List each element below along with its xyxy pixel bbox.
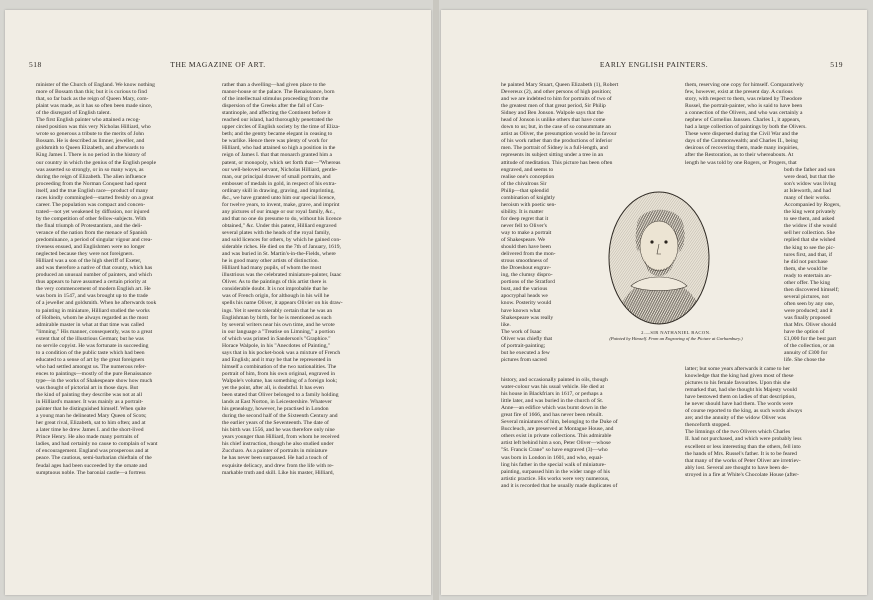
text-line: are; and the annuity of the widow Oliver was [685,415,786,422]
text-line: goldsmith to Queen Elizabeth, and afterwards to [36,145,145,152]
text-line: was finally proposed [784,314,831,321]
text-line: his birth was 1556, and he was therefore only nine [222,427,335,434]
text-line: himself a combination of the two nationalities. The [222,363,337,370]
text-line: Several miniatures of him, belonging to the Duke of [501,419,618,426]
right-page [441,10,867,595]
text-line: minister of the Church of England. We know nothing [36,82,155,88]
text-line: and it is recorded that he usually made duplicates of [501,482,618,489]
text-line: son's widow was living [784,181,837,188]
text-line: the king went privately [784,209,836,216]
text-line: years younger than Hilliard, from whom he received [222,434,340,441]
text-line: several plates with the heads of the royal family, [222,229,331,236]
text-line: painting, surpassed him in the wider range of his [501,468,610,475]
text-line: yet the point, after all, is doubtful. It has even [222,385,324,392]
text-line: during the reign of Elizabeth. The alien influence [36,173,147,180]
text-line: her great rival, Elizabeth, sat to him often; and at [36,420,146,427]
text-line: to see them, and asked [784,216,835,223]
text-line: realise one's conception [501,173,555,180]
text-line: King James I. There is no period in the history of [36,152,147,159]
text-line: proceeding from the Norman Conquest had spent [36,180,147,187]
text-line: in our language a "Treatise on Limning," a portion [222,328,335,335]
text-line: of which was printed in Sanderson's "Graphice." [222,335,331,342]
text-line: a young man he delineated Mary Queen of Scots; [36,413,147,420]
text-line: the greatest men of that great period, Sir Philip [501,103,606,110]
text-line: the hands of Mrs. Russel's father. It is to be feared [685,450,797,457]
text-line: any pictures of our image or our royal family, &c., [222,208,336,215]
text-line: know. Posterity would [501,300,552,307]
text-line: Bossam. He is described as limner, jeweller, and [36,138,145,145]
text-line: desirous of recovering them, made many inquiries, [685,145,799,152]
text-line: his house in Blackfriars in 1617, or perhaps a [501,391,603,398]
text-line: never fell to Oliver's [501,222,547,229]
text-line: sumptuous noble. The baronial castle—a fortress [36,469,146,476]
text-line: obtained," &c. Under this patent, Hilliard engraved [222,222,337,229]
text-line: that many of the works of Peter Oliver are irretriev- [685,457,801,464]
text-line: predominance, a period of singular vigour and crea- [36,237,153,244]
text-line: Buccleuch, are preserved at Montague House, and [501,426,614,433]
text-line: embosser of medals in gold, in respect of his extra- [222,180,337,187]
text-line: says that in his pocket-book was a mixture of French [222,349,341,356]
page-gutter [433,0,439,600]
text-line: a connection of the Olivers, and who was certainly a [685,110,803,117]
text-line: wrote so generous a tribute to the merits of John [36,131,144,138]
text-line: lands at East Norton, in Leicestershire. Whatever [222,399,332,406]
text-line: the widow if she would [784,223,837,230]
text-line: itself, and the true English race—product of many [36,187,149,194]
text-line: others exist in private collections. This admirable [501,433,612,440]
text-line: attitude of meditation. This picture has been often [501,159,613,166]
text-line: of the chivalrous Sir [501,180,547,187]
text-line: nephew of Cornelius Janssen. Charles I., it appears, [685,117,801,124]
text-line: peace. The cautious, semi-barbarian chieftain of the [36,455,152,462]
text-line: of a jeweller and goldsmith. When he afterwards took [36,300,157,307]
text-line: and we are indebted to him for portraits of two of [501,96,612,103]
text-line: £1,000 for the best part [784,336,837,343]
text-line: knowledge that the king had given most of these [685,373,794,380]
text-line: other offer. The king [784,279,831,286]
text-line: Hilliard had many pupils, of whom the most [222,265,322,272]
caption-title: 2.—SIR NATHANIEL BACON. [641,330,711,335]
text-line: combination of knightly [501,194,556,201]
text-line: type—in the works of Shakespeare show how much [36,377,153,384]
text-line: no servile copyist. He was fortunate in succeeding [36,342,149,349]
text-line: the final triumph of Protestantism, and the deli- [36,222,143,229]
text-line: markable truth and skill. Like his master, Hilliard, [222,469,334,476]
right-page-column-2-lower [685,366,865,479]
text-line: These were dispersed during the Civil War and the [685,131,799,138]
text-line: been stated that Oliver belonged to a family holding [222,392,339,399]
text-line: nised position was this very Nicholas Hilliard, who [36,124,151,131]
text-line: the very commencement of modern English art. He [36,286,151,293]
text-line: Oliver. As to the paintings of this artist there is [222,279,327,286]
text-line: men. The portrait of Sidney is a full-length, and [501,145,608,152]
text-line: should then have been [501,244,551,251]
text-line: verance of the nation from the menace of Spanish [36,229,148,236]
text-line: a later time he drew James I. and the short-lived [36,427,144,434]
text-line: considerable doubt. It is not improbable that he [222,286,328,293]
text-line: Englishman by birth, for he is mentioned as such [222,314,332,321]
text-line: feudal ages had been succeeded by the ornate and [36,462,148,469]
text-line: little later, and was buried in the church of St. [501,398,604,405]
text-line: them, reserving one copy for himself. Comparatively [685,82,804,88]
text-line: them, she would be [784,265,828,272]
text-line: he has never been surpassed. He had a touch of [222,455,328,462]
text-line: annuity of £300 for [784,350,828,357]
text-line: spells his name Oliver, it appears Olivier on his draw- [222,300,343,307]
text-line: was born in 1547, and was brought up to the trade [36,293,149,300]
text-line: Sidney and Ben Jonson. Walpole says that the [501,110,604,117]
text-line: portions of the Stratford [501,279,555,286]
text-line: ordinary skill in drawing, graving, and imprinting, [222,187,335,194]
text-line: at Isleworth, and had [784,188,831,195]
text-line: of the disregard of English talent. [36,110,111,117]
text-line: strous smoothness of [501,258,548,265]
text-line: of encouragement. England was prosperous and at [36,448,149,455]
text-line: Hilliard was a son of the high sheriff of Exeter, [36,258,142,265]
text-line: for deep regret that it [501,215,549,222]
left-page-column-2 [222,82,402,477]
text-line: was of French origin, for although in his will he [222,293,330,300]
text-line: days of the Commonwealth; and Charles II., being [685,138,798,145]
text-line: Devereux (2), and other persons of high position; [501,89,612,96]
text-line: the earlier years of the Seventeenth. The date of [222,420,329,427]
text-line: ably lost. Several are thought to have been de- [685,464,789,471]
text-line: story, with respect to them, was related by Theodore [685,96,802,103]
page-number: 519 [830,60,843,69]
text-line: pictures to his female favourites. Upon this she [685,380,791,387]
text-line: to painting in miniature, Hilliard studied the works [36,307,150,314]
text-line: reached our island, had thoroughly penetrated the [222,117,333,124]
text-line: head of Jonson is unlike others that have come [501,117,606,124]
text-line: artist as Oliver, the presumption would be in favour [501,131,617,138]
text-line: by several writers near his own time, and he wrote [222,321,335,328]
text-line: latter; but some years afterwards it came to her [685,366,790,372]
text-line: extent that of the illustrious German; but he was [36,335,144,342]
text-line: life. She chose the [784,357,826,364]
text-line: "limning." His manner, consequently, was to a great [36,328,153,335]
text-line: he never should have had them. The words were [685,401,794,408]
text-line: upper circles of English society by the time of Eliza- [222,124,340,131]
figure-caption [581,330,771,342]
text-line: heroism with poetic sen- [501,201,557,208]
text-line: of Holbein, whom he always regarded as the most [36,314,149,321]
text-line: by the competition of other fellow-subjects. With [36,215,147,222]
text-line: Anne—an edifice which was burnt down in the [501,405,607,412]
text-line: bust, and the various [501,286,548,293]
text-line: neglected because they were not foreigners. [36,251,134,258]
text-line: apocryphal heads we [501,293,548,300]
text-line: ladies, and had certainly no cause to complain of want [36,441,158,448]
text-line: excellent or less interesting than the others, fell into [685,443,801,450]
text-line: that Mrs. Oliver should [784,322,837,329]
text-line: Hilliard, who had attained so high a position in the [222,145,336,152]
text-line: sibility. It is matter [501,208,544,215]
text-line: painter that he distinguished himself. When quite [36,406,147,413]
text-line: Philip—that splendid [501,187,549,194]
text-line: produced an unusual number of painters, and which [36,272,152,279]
text-line: stroyed in a fire at White's Chocolate House (after- [685,471,799,478]
text-line: great fire of 1666, and has never been rebuilt. [501,412,603,419]
text-line: few, however, exist at the present day. A curious [685,89,793,96]
page-number: 518 [29,60,42,69]
text-line: he is good many other artists of distinction. [222,258,319,265]
text-line: beth; and the gentry became elegant in ceasing to [222,131,333,138]
text-line: way to make a portrait [501,229,552,236]
text-line: and English; and it may be that he represented in [222,356,332,363]
text-line: ing, the clumsy dispro- [501,272,553,279]
text-line: the kind of painting they describe was not at all [36,392,143,399]
text-line: be warlike. Hence there was plenty of work for [222,138,328,145]
right-page-column-2-upper [685,82,865,167]
text-line: have bestowed them on ladies of that description, [685,394,796,401]
text-line: and was therefore a native of that county, which has [36,265,153,272]
text-line: and sold licences for others, by which he gained con- [222,237,341,244]
running-title: THE MAGAZINE OF ART. [170,60,266,69]
text-line: and that no one do presume to do, without his licence [222,215,342,222]
text-line: plaint was made, as it has so often been made since, [36,103,153,110]
text-line: remarked that, had she thought his Majesty would [685,387,797,394]
text-line: and was buried in St. Martin's-in-the-Fields, where [222,251,336,258]
text-line: like. [501,321,511,328]
text-line: he painted Mary Stuart, Queen Elizabeth (1), Robert [501,82,619,88]
text-line: he did not purchase [784,258,828,265]
text-line: was thought of pictorial art in those days. But [36,385,139,392]
text-line: career. The population was compact and concen- [36,201,146,208]
caption-credit: (Painted by Himself. From an Engraving of the Picture at Gorhambury.) [609,336,743,341]
text-line: then discovered himself; [784,286,839,293]
text-line: have known what [501,307,541,314]
text-line: patent, or monopoly, which set forth that—"Whereas [222,159,341,166]
text-line: thenceforth stopped. [685,422,731,429]
text-line: pictures from sacred [501,356,547,363]
text-line: man, our principal drawer of small portraits, and [222,173,331,180]
text-line: II. had not purchased, and which were probably less [685,436,802,443]
text-line: sell her collection. She [784,230,835,237]
text-line: Horace Walpole, in his "Anecdotes of Painting," [222,342,331,349]
text-line: were dead, but that the [784,174,835,181]
text-line: dispersion of the Greeks after the fall of Con- [222,103,324,110]
text-line: Zuccharo. As a painter of portraits in miniature [222,448,328,455]
text-line: The first English painter who attained a recog- [36,117,141,124]
text-line: of the intellectual stimulus proceeding from the [222,96,329,103]
text-line: The limnings of the two Olivers which Charles [685,429,791,436]
text-line: tures first, and that, if [784,251,833,258]
text-line: races kindly commingled—started freshly on a great [36,194,154,201]
text-line: were produced; and it [784,307,833,314]
text-line: several pictures, not [784,293,829,300]
right-page-column-1-lower [501,377,671,490]
text-line: but he executed a few [501,349,550,356]
text-line: rather than a dwelling—had given place to the [222,82,326,88]
text-line: history, and occasionally painted in oils, though [501,377,608,383]
text-line: was born in London in 1601, and who, equal- [501,454,603,461]
text-line: Shakespeare was really [501,314,554,321]
text-line: the Droeshout engrav- [501,265,552,272]
text-line: the king to see the pic- [784,244,835,251]
text-line: in Hilliard's manner. It was mainly as a portrait- [36,399,144,406]
text-line: of course reported to the king, as such words always [685,408,803,415]
text-line: reign of James I. that that monarch granted him a [222,152,332,159]
text-line: exquisite delicacy, and drew from the life with re- [222,462,334,469]
text-line: Prince Henry. He also made many portraits of [36,434,139,441]
running-title: EARLY ENGLISH PAINTERS. [599,60,709,69]
text-line: manor-house or the palace. The Renaissance, born [222,89,335,96]
text-line: artist left behind him a son, Peter Oliver—whose [501,440,611,447]
text-line: have the option of [784,329,825,336]
text-line: &c., we have granted unto him our special licence, [222,194,336,201]
text-line: of Shakespeare. We [501,237,546,244]
text-line: ences to paintings—mostly of the pure Renaissance [36,370,152,377]
left-page-header [29,60,407,72]
text-line: represents its subject sitting under a tree in an [501,152,604,159]
text-line: our country in which the genius of the English people [36,159,157,166]
text-line: trated—not yet weakened by diffusion, nor injured [36,208,150,215]
text-line: portrait of him, from his own original, engraved in [222,370,336,377]
right-page-header [465,60,843,72]
text-line: many of their works. [784,195,831,202]
text-line: length he was told by one Rogers, or Progers, that [685,159,797,166]
text-line: who had settled amongst us. The numerous refer- [36,363,147,370]
text-line: of the collection, or an [784,343,835,350]
text-line: thus appears to have assumed a certain priority at [36,279,147,286]
left-page [5,10,431,595]
text-line: of portrait-painting; [501,342,546,349]
text-line: siderable riches. He died on the 7th of January, 1619, [222,244,341,251]
text-line: water-colour was his usual vehicle. He died at [501,384,605,391]
text-line: replied that she wished [784,237,836,244]
text-line: Russel, the portrait-painter, who is said to have been [685,103,803,110]
text-line: Oliver was chiefly that [501,335,553,342]
text-line: educated to a sense of art by the great foreigners [36,356,145,363]
text-line: Walpole's volume, has something of a foreign look; [222,377,338,384]
text-line: that, so far back as the reign of Queen Mary, com- [36,96,149,103]
text-line: tiveness ensued, and Englishmen were no longer [36,244,145,251]
text-line: illustrious was the celebrated miniature-painter, Isaac [222,272,342,279]
text-line: had a large collection of paintings by both the Olivers. [685,124,807,131]
text-line: artistic practice. His works were very numerous, [501,475,610,482]
text-line: his genealogy, however, he practised in London [222,406,329,413]
right-page-column-2-narrow [784,167,865,364]
text-line: his chief instruction, though he also studied under [222,441,334,448]
text-line: engraved, and seems to [501,166,554,173]
portrait-engraving [607,190,711,326]
text-line: of his work rather than the productions of inferior [501,138,613,145]
text-line: stantinople, and affecting the Continent before it [222,110,331,117]
text-line: our well-beloved servant, Nicholas Hilliard, gentle- [222,166,338,173]
text-line: The work of Isaac [501,328,542,335]
text-line: ready to entertain an- [784,272,832,279]
text-line: often seen by any one, [784,300,835,307]
text-line: delivered from the mon- [501,251,556,258]
text-line: Accompanied by Rogers, [784,202,841,209]
text-line: down to us; but, in the case of so consummate an [501,124,611,131]
text-line: during the second half of the Sixteenth Century and [222,413,338,420]
text-line: "St. Francis Crane" so have engraved (3)—who [501,447,608,454]
text-line: after the Restoration, as to their whereabouts. At [685,152,794,159]
text-line: admirable master in what at that time was called [36,321,145,328]
text-line: ling his father in the special walk of miniature- [501,461,607,468]
text-line: more of Bossam than this; but it is curious to find [36,89,147,96]
text-line: ings. Yet it seems tolerably certain that he was an [222,307,333,314]
text-line: was asserted so strongly, or in so many ways, as [36,166,144,173]
text-line: both the father and son [784,167,836,173]
text-line: to a condition of the public taste which had been [36,349,145,356]
left-page-column-1 [36,82,216,477]
text-line: for twelve years, to invent, make, grave, and imprint [222,201,340,208]
